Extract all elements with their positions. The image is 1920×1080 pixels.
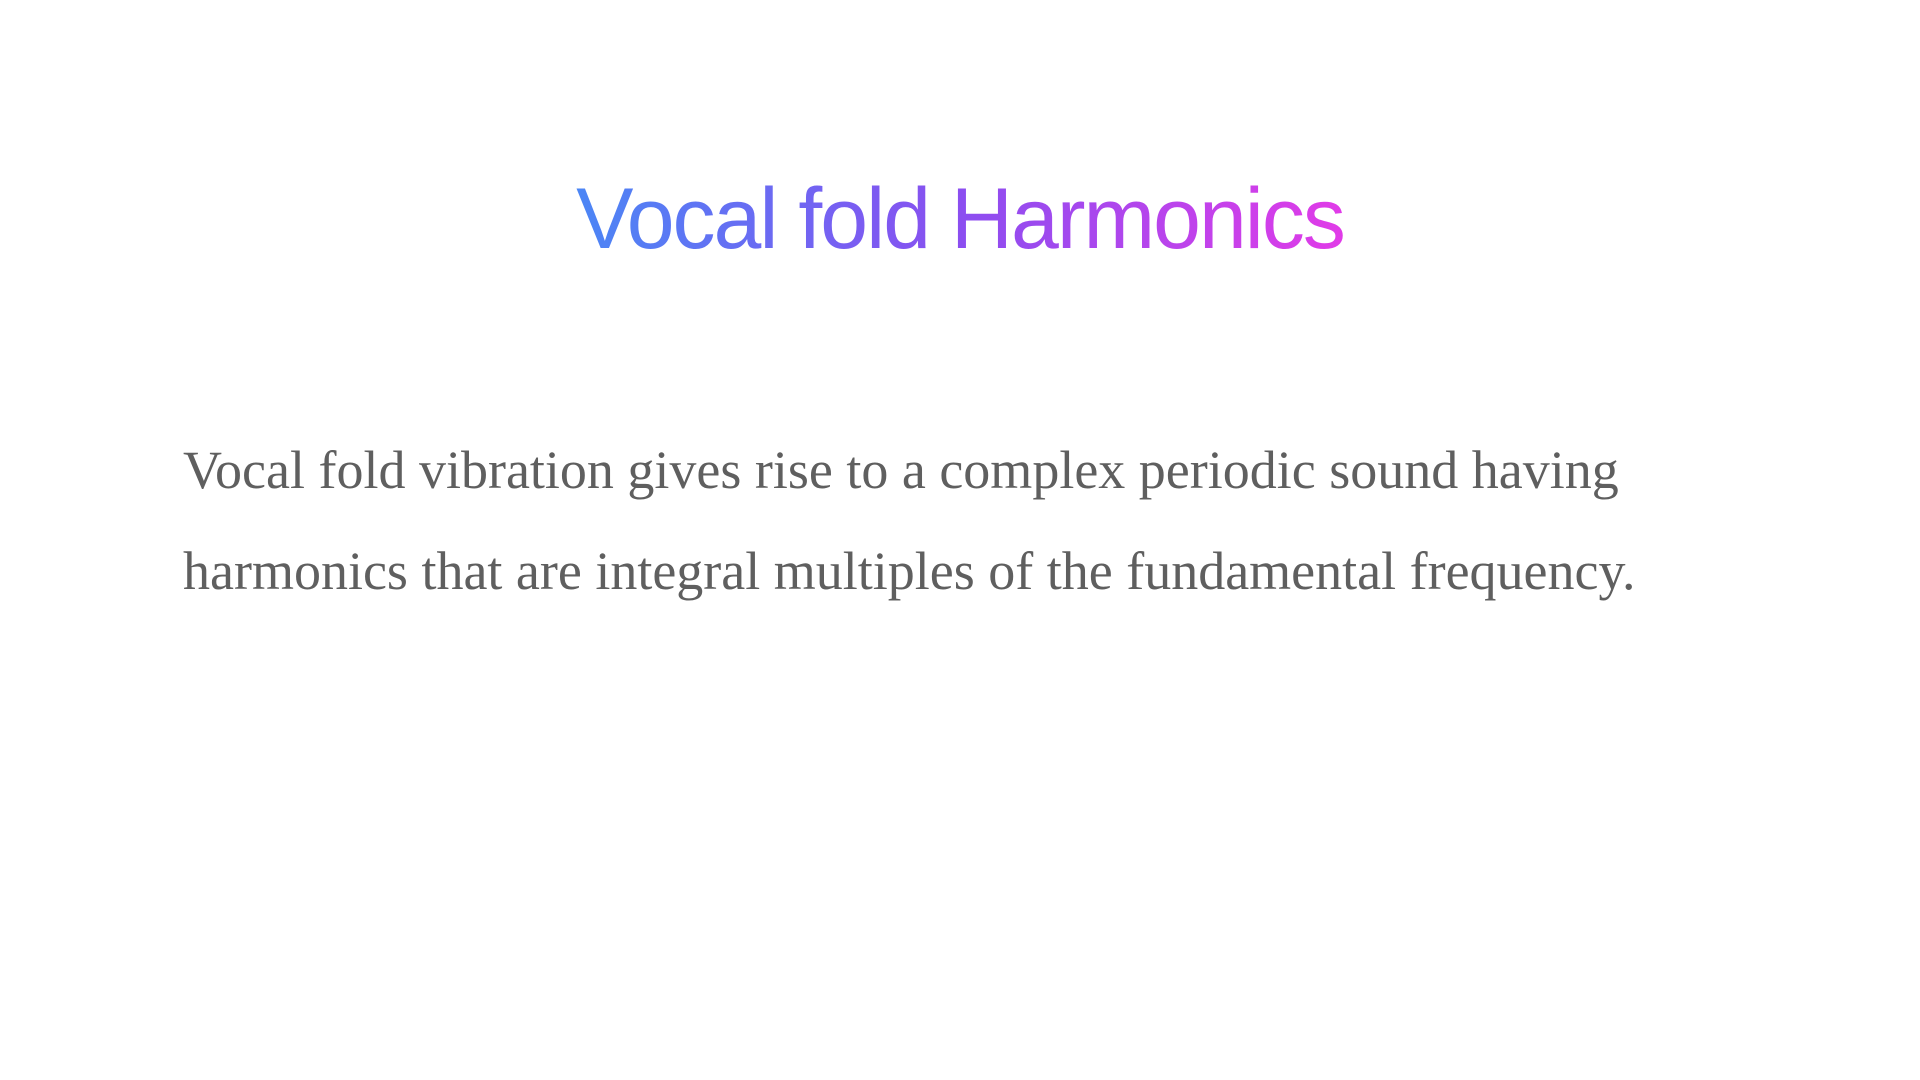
body-line-1: Vocal fold vibration gives rise to a complex periodic sound having <box>183 440 1619 500</box>
slide-title <box>0 168 1920 271</box>
slide-body <box>183 420 1783 622</box>
slide-title-text: Vocal fold Harmonics <box>576 171 1344 267</box>
body-line-2: harmonics that are integral multiples of the fundamental frequency. <box>183 541 1636 601</box>
